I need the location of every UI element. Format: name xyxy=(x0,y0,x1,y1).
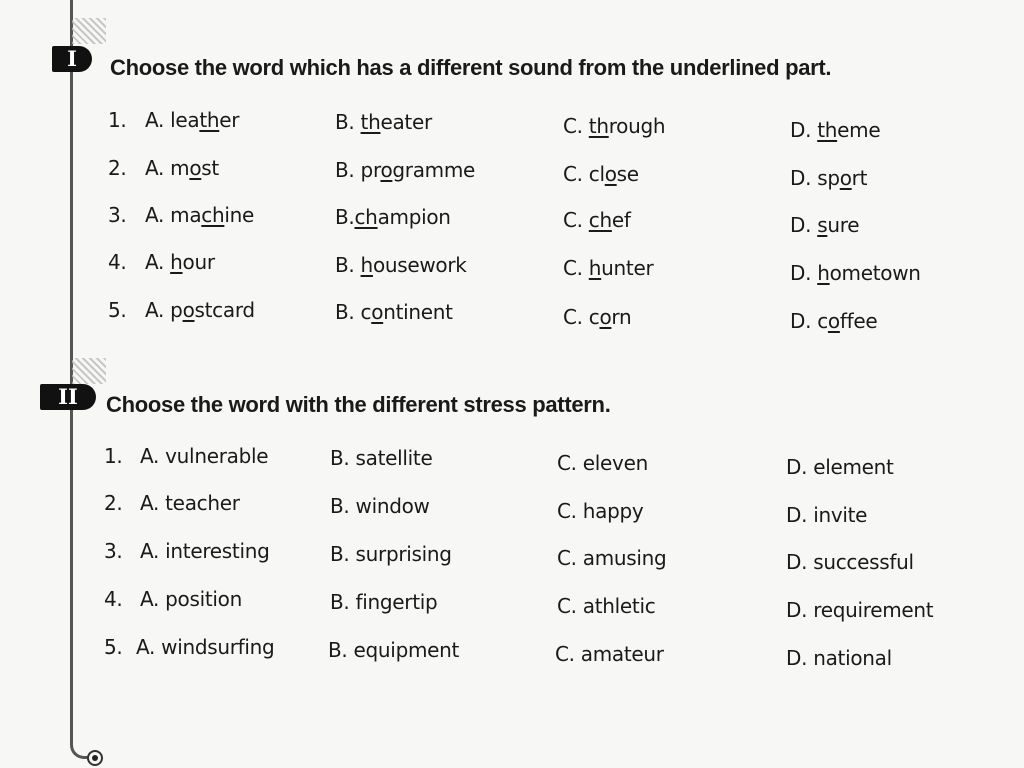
s2-q1-option-b: B. satellite xyxy=(330,446,433,470)
s2-q4-option-a: A. position xyxy=(140,587,242,611)
s1-q2-option-a: A. most xyxy=(145,156,219,180)
s2-q3-option-c: C. amusing xyxy=(557,546,667,570)
s1-q2-option-d: D. sport xyxy=(790,166,868,190)
section-2-instruction: Choose the word with the different stress pattern. xyxy=(106,392,611,417)
section-2-badge: II xyxy=(40,384,96,410)
s2-q3-option-a: A. interesting xyxy=(140,539,270,563)
s1-q5-option-d: D. coffee xyxy=(790,309,878,333)
s1-q3-option-b: B.champion xyxy=(335,205,451,229)
s2-q1-option-c: C. eleven xyxy=(557,451,648,475)
s1-q1-option-c: C. through xyxy=(563,114,666,138)
hatch-decoration xyxy=(72,358,106,384)
s1-q5-option-b: B. continent xyxy=(335,300,453,324)
s2-q2-option-d: D. invite xyxy=(786,503,868,527)
s2-q2-option-a: A. teacher xyxy=(140,491,240,515)
s1-q1-option-a: A. leather xyxy=(145,108,240,132)
s1-q2-option-b: B. programme xyxy=(335,158,476,182)
s1-q4-option-a: A. hour xyxy=(145,250,215,274)
s1-q2-number: 2. xyxy=(108,156,127,180)
s2-q3-option-b: B. surprising xyxy=(330,542,452,566)
s1-q1-option-d: D. theme xyxy=(790,118,881,142)
s2-q5-option-a: A. windsurfing xyxy=(136,635,275,659)
s1-q3-number: 3. xyxy=(108,203,127,227)
s2-q3-option-d: D. successful xyxy=(786,550,914,574)
s2-q4-option-b: B. fingertip xyxy=(330,590,438,614)
s2-q4-option-c: C. athletic xyxy=(557,594,656,618)
s1-q5-option-a: A. postcard xyxy=(145,298,255,322)
s1-q4-option-b: B. housework xyxy=(335,253,467,277)
s2-q3-number: 3. xyxy=(104,539,123,563)
s1-q1-option-b: B. theater xyxy=(335,110,432,134)
section-1-badge: I xyxy=(52,46,92,72)
s1-q4-option-c: C. hunter xyxy=(563,256,654,280)
s2-q2-option-b: B. window xyxy=(330,494,430,518)
s1-q4-option-d: D. hometown xyxy=(790,261,921,285)
s2-q5-option-b: B. equipment xyxy=(328,638,460,662)
s1-q5-number: 5. xyxy=(108,298,127,322)
margin-dot-icon xyxy=(87,750,103,766)
s2-q1-number: 1. xyxy=(104,444,123,468)
s1-q3-option-d: D. sure xyxy=(790,213,860,237)
s2-q4-number: 4. xyxy=(104,587,123,611)
hatch-decoration xyxy=(72,18,106,44)
s1-q3-option-a: A. machine xyxy=(145,203,255,227)
s1-q1-number: 1. xyxy=(108,108,127,132)
s2-q1-option-d: D. element xyxy=(786,455,894,479)
s2-q2-number: 2. xyxy=(104,491,123,515)
section-1-instruction: Choose the word which has a different sound from the underlined part. xyxy=(110,55,832,80)
s2-q5-number: 5. xyxy=(104,635,123,659)
s2-q1-option-a: A. vulnerable xyxy=(140,444,269,468)
s1-q5-option-c: C. corn xyxy=(563,305,632,329)
s2-q4-option-d: D. requirement xyxy=(786,598,934,622)
s2-q2-option-c: C. happy xyxy=(557,499,644,523)
s1-q3-option-c: C. chef xyxy=(563,208,631,232)
s2-q5-option-c: C. amateur xyxy=(555,642,664,666)
s1-q2-option-c: C. close xyxy=(563,162,639,186)
s2-q5-option-d: D. national xyxy=(786,646,892,670)
s1-q4-number: 4. xyxy=(108,250,127,274)
